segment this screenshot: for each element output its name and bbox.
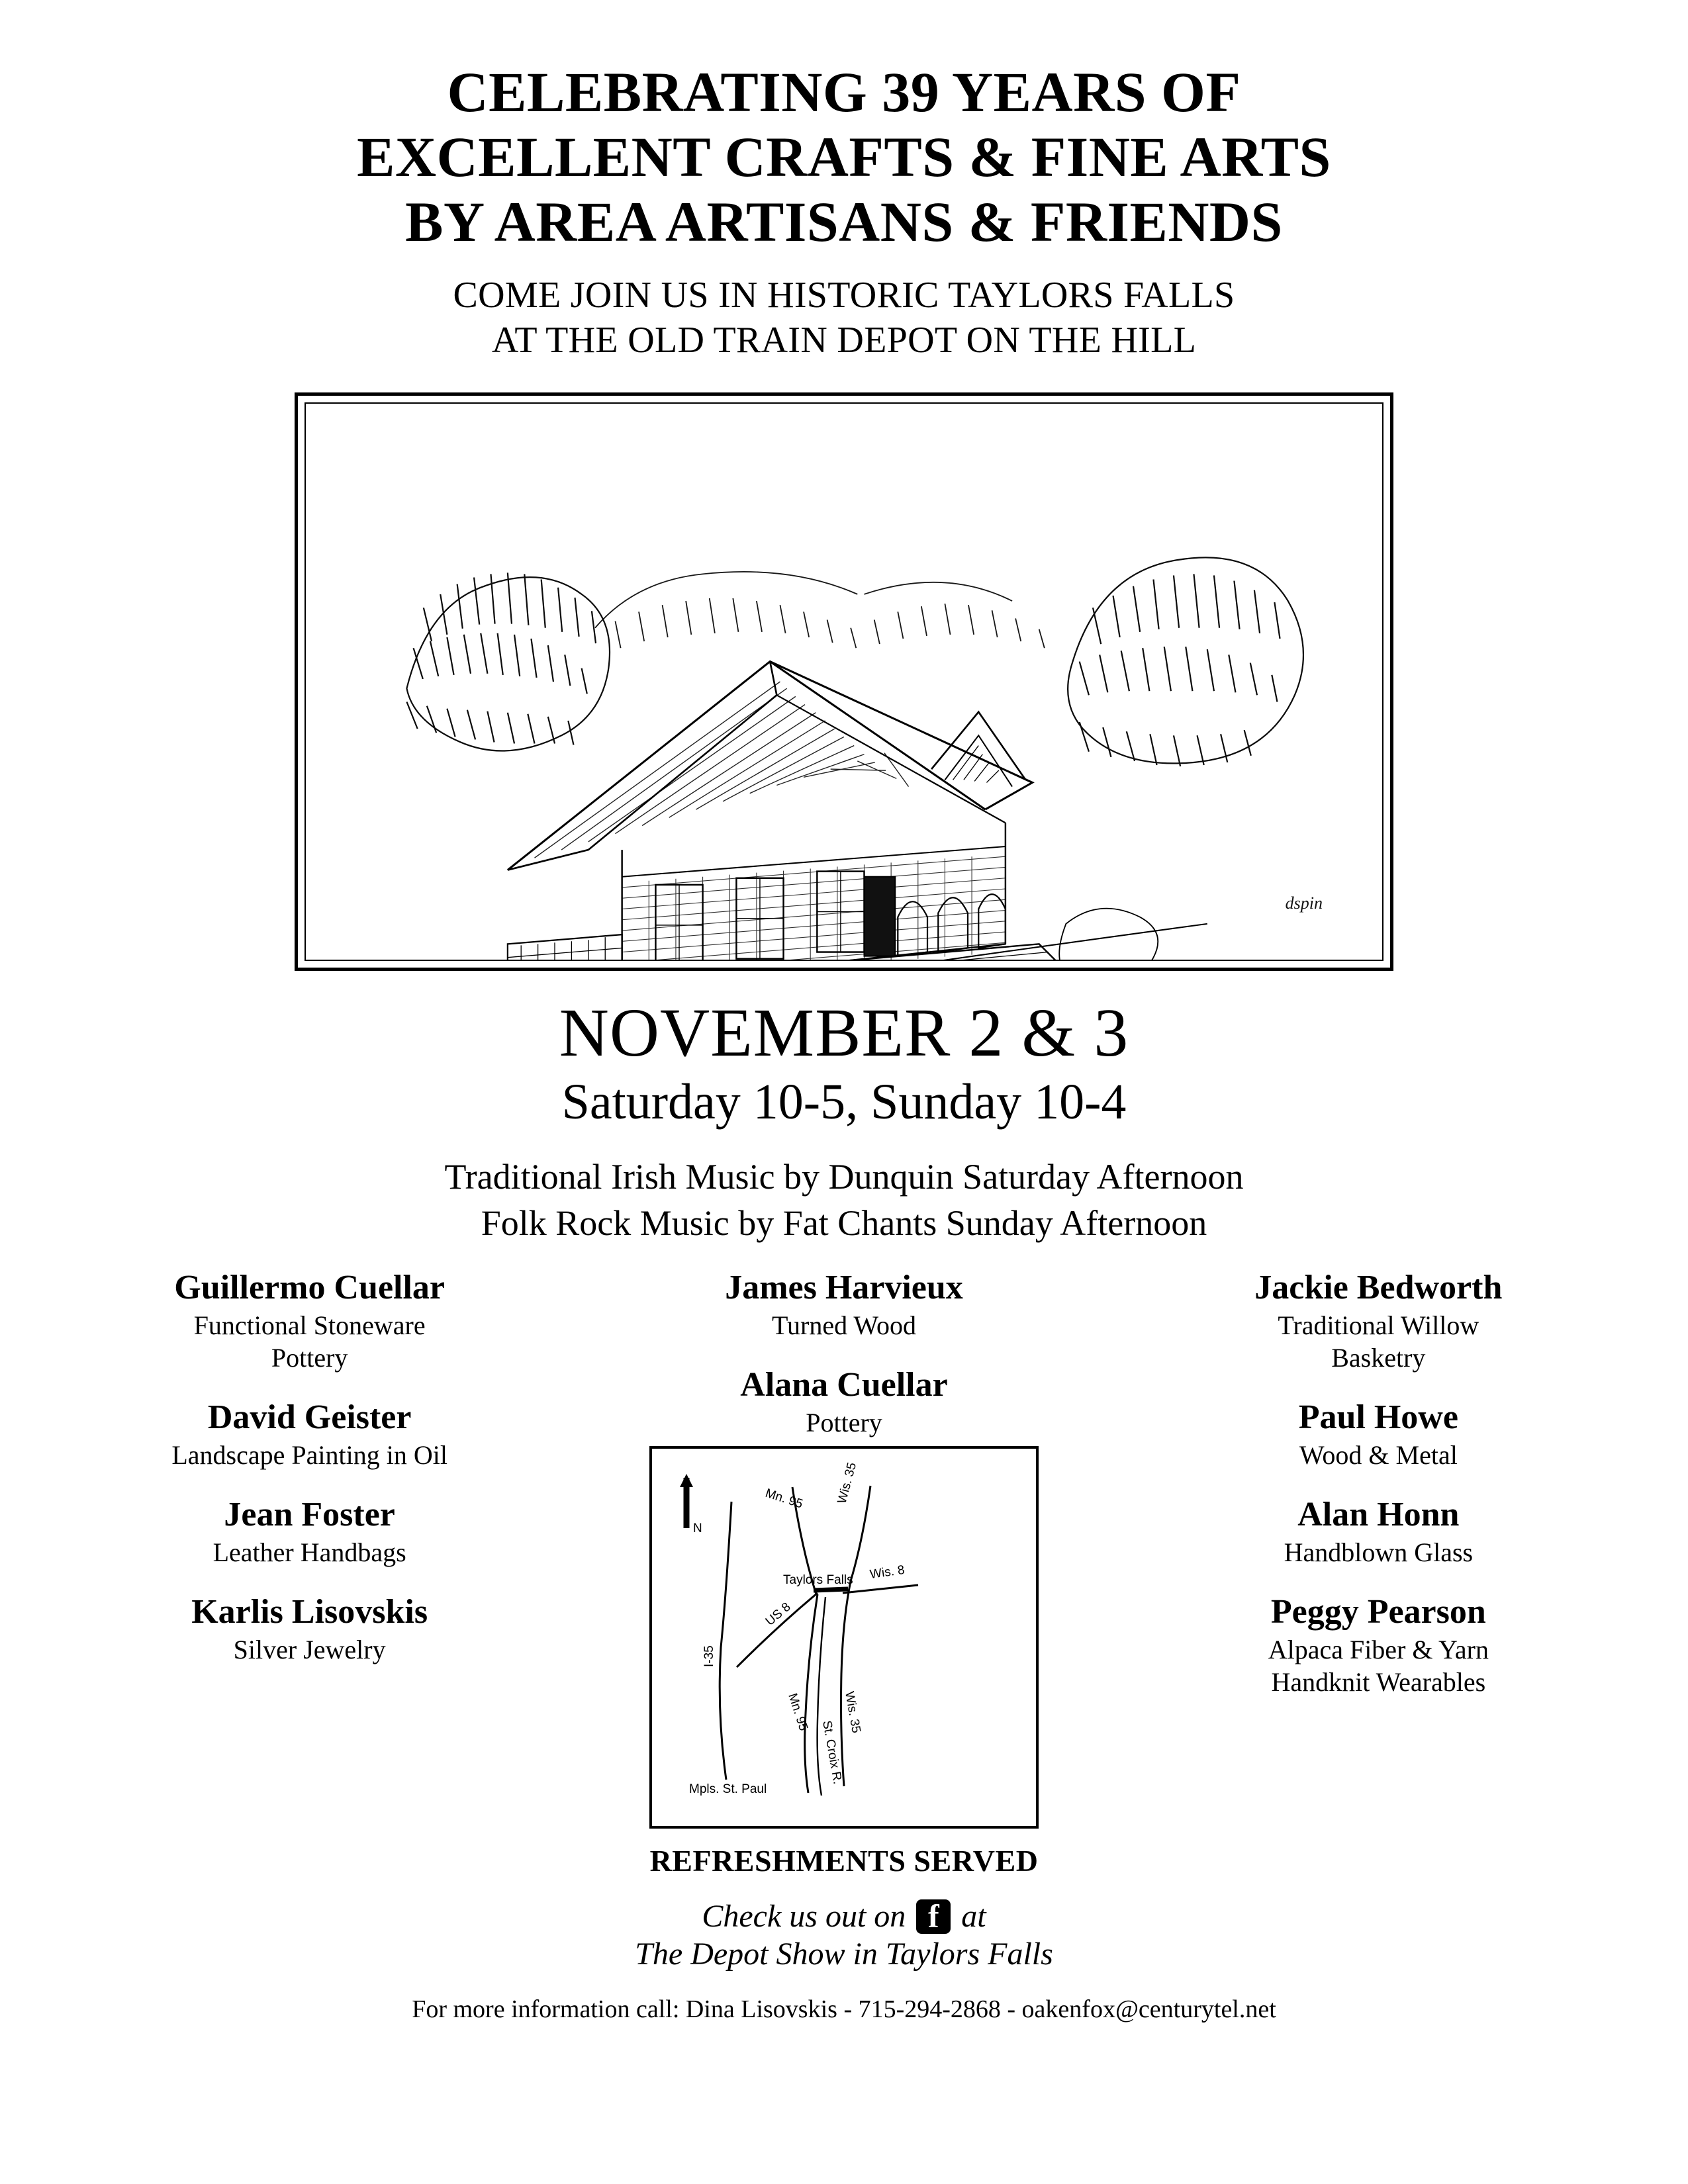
map-label-st-croix: St. Croix R. [820, 1719, 845, 1786]
artist-medium [1115, 1310, 1642, 1375]
map-label-i35: I-35 [702, 1645, 716, 1668]
artist-medium-line-1: Pottery [806, 1408, 882, 1438]
artist-medium [573, 1310, 1115, 1342]
artist-medium-line-1: Silver Jewelry [233, 1635, 386, 1665]
artist-name: David Geister [207, 1398, 412, 1436]
illustration-outer-border [295, 392, 1393, 971]
artist-medium [1115, 1634, 1642, 1699]
artist-medium-line-2: Pottery [271, 1343, 348, 1373]
artist-medium-line-1: Turned Wood [772, 1310, 916, 1341]
illustration-inner-border [305, 402, 1383, 961]
artist-entry [573, 1269, 1115, 1342]
poster-headline [46, 60, 1642, 254]
headline-line-2: EXCELLENT CRAFTS & FINE ARTS [357, 125, 1331, 189]
map-icon [652, 1449, 1036, 1826]
facebook-prefix-text: Check us out on [702, 1899, 906, 1934]
subheadline-line-2: AT THE OLD TRAIN DEPOT ON THE HILL [491, 320, 1197, 361]
artist-medium [1115, 1537, 1642, 1569]
contact-info: For more information call: Dina Lisovskis - 715-294-2868 - oakenfox@centurytel.net [412, 1995, 1276, 2024]
map-label-wis8: Wis. 8 [868, 1563, 906, 1582]
artists-column-center [573, 1269, 1115, 1829]
map-label-taylors-falls: Taylors Falls [782, 1573, 853, 1588]
artist-medium [46, 1310, 573, 1375]
refreshments-note: REFRESHMENTS SERVED [649, 1844, 1039, 1878]
artist-name: Karlis Lisovskis [191, 1592, 428, 1631]
artist-medium [46, 1537, 573, 1569]
map-label-mpls-stpaul: Mpls. St. Paul [688, 1782, 767, 1797]
artist-entry [46, 1269, 573, 1375]
artist-entry [1115, 1496, 1642, 1569]
subheadline-line-1: COME JOIN US IN HISTORIC TAYLORS FALLS [453, 275, 1235, 316]
artist-medium-line-1: Landscape Painting in Oil [171, 1440, 447, 1471]
artist-medium-line-1: Traditional Willow [1278, 1310, 1479, 1341]
artist-medium-line-1: Functional Stoneware [193, 1310, 426, 1341]
music-line-2: Folk Rock Music by Fat Chants Sunday Afternoon [481, 1203, 1207, 1243]
illustration-signature: dspin [1285, 893, 1323, 913]
artist-name: Alana Cuellar [740, 1366, 948, 1404]
artist-entry [1115, 1398, 1642, 1472]
headline-line-3: BY AREA ARTISANS & FRIENDS [405, 190, 1283, 254]
location-map [649, 1446, 1039, 1829]
artist-medium-line-1: Leather Handbags [212, 1537, 406, 1568]
event-hours: Saturday 10-5, Sunday 10-4 [561, 1073, 1127, 1130]
artists-list [46, 1269, 1642, 1829]
artist-name: James Harvieux [725, 1269, 963, 1307]
facebook-icon [916, 1899, 951, 1934]
poster-subheadline [46, 273, 1642, 363]
artist-name: Peggy Pearson [1270, 1592, 1486, 1631]
artist-name: Jean Foster [224, 1495, 395, 1533]
artist-name: Guillermo Cuellar [174, 1269, 445, 1307]
artist-medium-line-1: Wood & Metal [1299, 1440, 1458, 1471]
artist-name: Alan Honn [1297, 1495, 1460, 1533]
artist-medium-line-2: Basketry [1331, 1343, 1426, 1373]
artist-medium [1115, 1439, 1642, 1472]
artist-medium-line-1: Alpaca Fiber & Yarn [1268, 1635, 1489, 1665]
artist-medium [46, 1439, 573, 1472]
music-line-1: Traditional Irish Music by Dunquin Saturday Afternoon [444, 1156, 1244, 1197]
artist-entry [573, 1366, 1115, 1439]
facebook-page-name: The Depot Show in Taylors Falls [635, 1936, 1053, 1972]
depot-illustration-frame [295, 392, 1393, 971]
map-label-wis35-north: Wis. 35 [835, 1461, 860, 1506]
depot-building-icon [306, 404, 1382, 960]
facebook-suffix-text: at [961, 1899, 986, 1934]
event-dates: NOVEMBER 2 & 3 [559, 994, 1129, 1071]
artist-entry [1115, 1269, 1642, 1375]
map-label-mn95-south: Mn. 95 [785, 1692, 811, 1733]
artists-column-right [1115, 1269, 1642, 1723]
map-label-north: N [692, 1522, 702, 1536]
map-label-mn95-north: Mn. 95 [763, 1486, 805, 1512]
artist-entry [46, 1593, 573, 1666]
artist-name: Jackie Bedworth [1254, 1269, 1503, 1307]
artist-name: Paul Howe [1298, 1398, 1458, 1436]
facebook-line [46, 1898, 1642, 1934]
headline-line-1: CELEBRATING 39 YEARS OF [447, 60, 1241, 124]
event-music [46, 1154, 1642, 1246]
artist-entry [1115, 1593, 1642, 1699]
artist-medium-line-1: Handblown Glass [1284, 1537, 1474, 1568]
artist-medium [573, 1407, 1115, 1439]
artist-entry [46, 1496, 573, 1569]
artist-medium-line-2: Handknit Wearables [1271, 1667, 1486, 1698]
artist-entry [46, 1398, 573, 1472]
artist-medium [46, 1634, 573, 1666]
map-label-us8: US 8 [763, 1600, 794, 1629]
map-label-wis35-south: Wis. 35 [842, 1690, 863, 1735]
artists-column-left [46, 1269, 573, 1690]
